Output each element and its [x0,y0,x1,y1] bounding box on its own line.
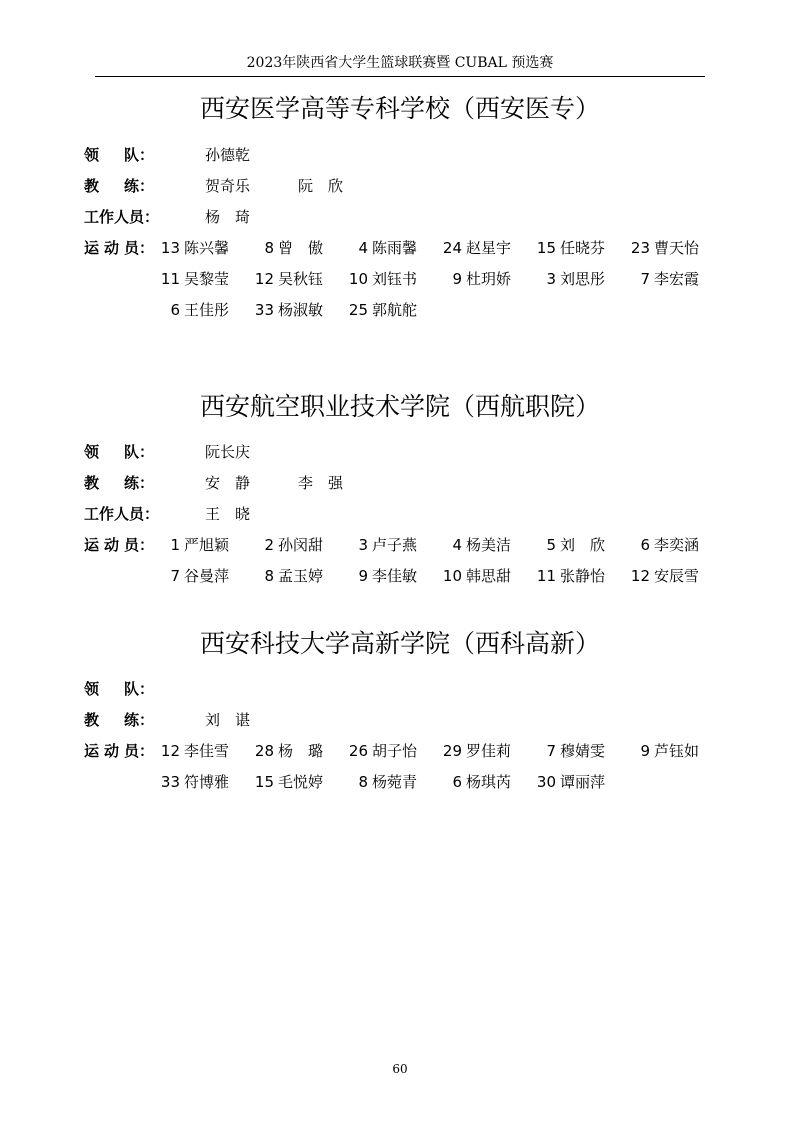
player-name: 孙闵甜 [278,536,324,554]
label-char: 队： [123,146,154,164]
player-entry [244,535,323,555]
player-entry [244,238,323,258]
player-entry [244,300,323,320]
player-number: 8 [358,773,368,791]
player-number: 4 [452,536,462,554]
coach-name: 刘 谌 [205,711,251,729]
player-entry [150,772,229,792]
player-number: 15 [536,239,556,257]
player-name: 郭航舵 [372,301,418,319]
player-name: 吴秋钰 [278,270,324,288]
leader-name: 阮长庆 [205,443,251,461]
player-entry [150,741,229,761]
coach-label [84,473,154,493]
leader-label [84,442,154,462]
player-number: 13 [160,239,180,257]
player-number: 9 [452,270,462,288]
leader-label [84,679,154,699]
player-name: 李奕涵 [654,536,700,554]
player-number: 3 [358,536,368,554]
team-title: 西安科技大学高新学院（西科高新） [199,629,600,658]
player-entry [432,269,511,289]
coach-name: 李 强 [298,474,344,492]
player-name: 谭丽萍 [560,773,606,791]
player-number: 6 [170,301,180,319]
label-char: 动 [103,742,119,760]
player-name: 李佳敏 [372,567,418,585]
player-number: 10 [348,270,368,288]
label-char: 员： [123,239,154,257]
label-char: 队： [123,443,154,461]
player-entry [338,238,417,258]
player-entry [244,269,323,289]
player-entry [620,566,699,586]
player-name: 赵星宇 [466,239,512,257]
label-char: 员： [123,742,154,760]
player-number: 12 [254,270,274,288]
player-number: 7 [546,742,556,760]
player-number: 7 [640,270,650,288]
player-number: 29 [442,742,462,760]
player-number: 9 [358,567,368,585]
player-entry [526,535,605,555]
player-entry [432,741,511,761]
player-name: 符博雅 [184,773,230,791]
player-name: 李佳雪 [184,742,230,760]
leader-label [84,145,154,165]
staff-row [0,504,800,534]
player-number: 33 [254,301,274,319]
player-entry [338,300,417,320]
label-char: 练： [123,711,154,729]
label-char: 动 [103,239,119,257]
player-name: 刘思彤 [560,270,606,288]
player-name: 杜玥娇 [466,270,512,288]
player-number: 33 [160,773,180,791]
player-entry [526,238,605,258]
player-entry [526,566,605,586]
players-label [84,741,154,761]
label-char: 领 [84,680,100,698]
player-entry [338,741,417,761]
player-name: 卢子燕 [372,536,418,554]
leader-row [0,679,800,709]
label-char: 运 [84,742,100,760]
team-title: 西安航空职业技术学院（西航职院） [199,392,600,421]
player-name: 孟玉婷 [278,567,324,585]
player-name: 杨淑敏 [278,301,324,319]
label-char: 练： [123,177,154,195]
player-number: 6 [640,536,650,554]
player-name: 杨美洁 [466,536,512,554]
player-entry [244,772,323,792]
player-number: 2 [264,536,274,554]
player-name: 曾 傲 [278,239,324,257]
player-number: 12 [630,567,650,585]
coach-row [0,473,800,503]
players-label [84,238,154,258]
player-number: 1 [170,536,180,554]
label-char: 运 [84,536,100,554]
player-entry [526,269,605,289]
page-header: 2023年陕西省大学生篮球联赛暨 CUBAL 预选赛 [246,55,554,71]
player-name: 刘 欣 [560,536,606,554]
coach-row [0,176,800,206]
player-name: 李宏霞 [654,270,700,288]
label-char: 运 [84,239,100,257]
player-entry [244,741,323,761]
player-name: 严旭颖 [184,536,230,554]
staff-label: 工作人员： [84,208,160,226]
player-number: 28 [254,742,274,760]
coach-name: 贺奇乐 [205,177,251,195]
player-name: 罗佳莉 [466,742,512,760]
label-char: 队： [123,680,154,698]
player-entry [432,772,511,792]
staff-label: 工作人员： [84,505,160,523]
player-entry [526,772,605,792]
player-name: 穆婧雯 [560,742,606,760]
player-number: 11 [160,270,180,288]
player-name: 安辰雪 [654,567,700,585]
staff-name: 王 晓 [205,505,251,523]
player-name: 张静怡 [560,567,606,585]
label-char: 教 [84,711,100,729]
player-name: 吴黎莹 [184,270,230,288]
player-name: 芦钰如 [654,742,700,760]
player-name: 刘钰书 [372,270,418,288]
header-rule [95,76,705,77]
player-entry [150,269,229,289]
coach-name: 阮 欣 [298,177,344,195]
player-name: 杨菀青 [372,773,418,791]
player-number: 10 [442,567,462,585]
player-entry [620,238,699,258]
player-number: 8 [264,567,274,585]
player-entry [620,741,699,761]
team-title: 西安医学高等专科学校（西安医专） [199,94,600,123]
staff-name: 杨 琦 [205,208,251,226]
player-name: 胡子怡 [372,742,418,760]
player-number: 8 [264,239,274,257]
player-entry [432,566,511,586]
player-number: 9 [640,742,650,760]
player-entry [150,535,229,555]
player-number: 24 [442,239,462,257]
player-entry [620,535,699,555]
player-number: 5 [546,536,556,554]
player-entry [338,566,417,586]
player-number: 11 [536,567,556,585]
player-entry [432,535,511,555]
player-number: 3 [546,270,556,288]
page-number: 60 [392,1062,408,1076]
coach-row [0,710,800,740]
player-number: 7 [170,567,180,585]
label-char: 练： [123,474,154,492]
leader-name: 孙德乾 [205,146,251,164]
coach-label [84,176,154,196]
player-name: 杨琪芮 [466,773,512,791]
player-number: 25 [348,301,368,319]
label-char: 教 [84,474,100,492]
player-number: 26 [348,742,368,760]
label-char: 领 [84,146,100,164]
player-number: 30 [536,773,556,791]
player-name: 杨 璐 [278,742,324,760]
player-name: 任晓芬 [560,239,606,257]
leader-row [0,442,800,472]
player-number: 15 [254,773,274,791]
player-name: 陈兴馨 [184,239,230,257]
coach-label [84,710,154,730]
player-name: 曹天怡 [654,239,700,257]
label-char: 动 [103,536,119,554]
player-entry [150,300,229,320]
player-entry [620,269,699,289]
label-char: 教 [84,177,100,195]
player-entry [338,772,417,792]
player-number: 12 [160,742,180,760]
player-name: 陈雨馨 [372,239,418,257]
player-number: 4 [358,239,368,257]
player-entry [432,238,511,258]
player-name: 王佳彤 [184,301,230,319]
player-entry [150,238,229,258]
player-name: 谷曼萍 [184,567,230,585]
staff-row [0,207,800,237]
player-name: 韩思甜 [466,567,512,585]
player-name: 毛悦婷 [278,773,324,791]
coach-name: 安 静 [205,474,251,492]
label-char: 员： [123,536,154,554]
label-char: 领 [84,443,100,461]
player-entry [526,741,605,761]
player-number: 6 [452,773,462,791]
player-entry [338,535,417,555]
player-entry [150,566,229,586]
leader-row [0,145,800,175]
player-entry [244,566,323,586]
player-entry [338,269,417,289]
players-label [84,535,154,555]
player-number: 23 [630,239,650,257]
